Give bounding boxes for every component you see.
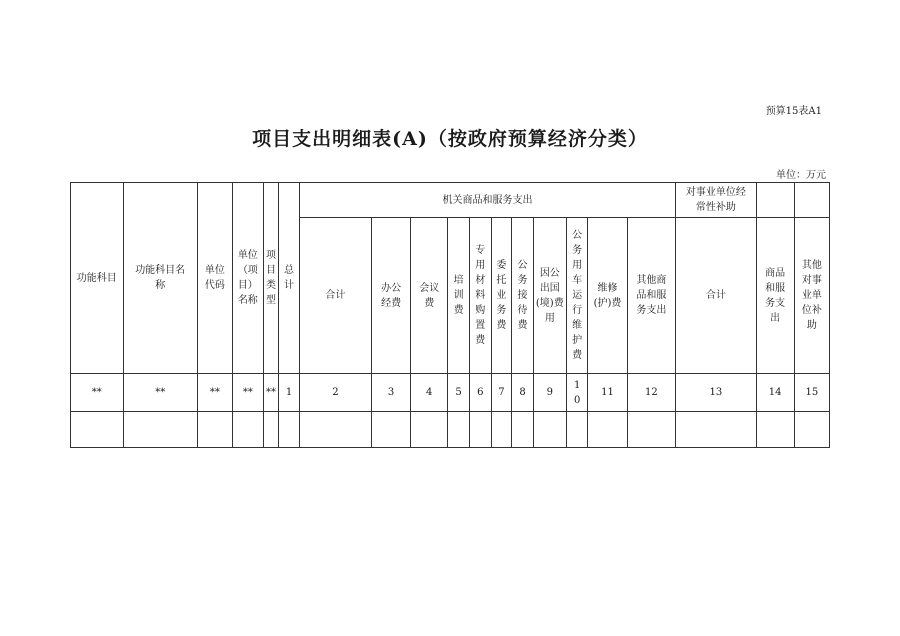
data-cell	[469, 412, 491, 448]
header-unit-name: 单位（项目）名称	[232, 183, 263, 374]
code-cell: 10	[566, 374, 588, 412]
code-cell: 5	[448, 374, 470, 412]
project-expenditure-table	[70, 182, 830, 448]
data-cell	[372, 412, 411, 448]
header-training: 培训费	[448, 218, 470, 374]
data-row-empty	[71, 412, 830, 448]
data-cell	[627, 412, 676, 448]
code-cell: 6	[469, 374, 491, 412]
code-cell: 11	[588, 374, 627, 412]
header-other-goods: 其他商品和服务支出	[627, 218, 676, 374]
header-unit-code: 单位代码	[197, 183, 232, 374]
header-blank-1	[756, 183, 794, 218]
data-cell	[232, 412, 263, 448]
header-office: 办公经费	[372, 218, 411, 374]
code-row	[71, 374, 830, 412]
header-subtotal: 合计	[299, 218, 371, 374]
data-cell	[263, 412, 278, 448]
code-cell: 9	[533, 374, 566, 412]
data-cell	[512, 412, 534, 448]
data-cell	[491, 412, 512, 448]
code-cell: **	[123, 374, 197, 412]
data-cell	[123, 412, 197, 448]
header-goods-expense: 商品和服务支出	[756, 218, 794, 374]
data-cell	[197, 412, 232, 448]
header-reception: 公务接待费	[512, 218, 534, 374]
code-cell: 2	[299, 374, 371, 412]
code-cell: **	[197, 374, 232, 412]
data-cell	[566, 412, 588, 448]
header-group-goods-services: 机关商品和服务支出	[299, 183, 675, 218]
header-commission: 委托业务费	[491, 218, 512, 374]
code-cell: 14	[756, 374, 794, 412]
code-cell: 4	[411, 374, 448, 412]
data-cell	[279, 412, 300, 448]
header-meeting: 会议费	[411, 218, 448, 374]
header-subsidy-total: 合计	[676, 218, 756, 374]
code-cell: **	[71, 374, 124, 412]
header-row-groups	[71, 183, 830, 218]
data-cell	[411, 412, 448, 448]
code-cell: 15	[794, 374, 829, 412]
data-cell	[676, 412, 756, 448]
header-vehicle: 公务用车运行维护费	[566, 218, 588, 374]
data-cell	[756, 412, 794, 448]
data-cell	[299, 412, 371, 448]
page-title: 项目支出明细表(A)（按政府预算经济分类）	[252, 128, 648, 150]
code-cell: 1	[279, 374, 300, 412]
header-other-subsidy: 其他对事业单位补助	[794, 218, 829, 374]
code-cell: **	[263, 374, 278, 412]
code-cell: 3	[372, 374, 411, 412]
header-materials: 专用材料购置费	[469, 218, 491, 374]
data-cell	[71, 412, 124, 448]
code-cell: 7	[491, 374, 512, 412]
header-blank-2	[794, 183, 829, 218]
header-func-name: 功能科目名称	[123, 183, 197, 374]
header-func-code: 功能科目	[71, 183, 124, 374]
data-cell	[448, 412, 470, 448]
data-cell	[588, 412, 627, 448]
form-number: 预算15表A1	[765, 106, 822, 117]
header-total: 总计	[279, 183, 300, 374]
code-cell: 13	[676, 374, 756, 412]
code-cell: 12	[627, 374, 676, 412]
unit-label: 单位：万元	[776, 170, 826, 181]
code-cell: 8	[512, 374, 534, 412]
header-group-subsidy: 对事业单位经常性补助	[676, 183, 756, 218]
code-cell: **	[232, 374, 263, 412]
header-project-type: 项目类型	[263, 183, 278, 374]
header-abroad: 因公出国(境)费用	[533, 218, 566, 374]
data-cell	[794, 412, 829, 448]
data-cell	[533, 412, 566, 448]
header-maintenance: 维修(护)费	[588, 218, 627, 374]
